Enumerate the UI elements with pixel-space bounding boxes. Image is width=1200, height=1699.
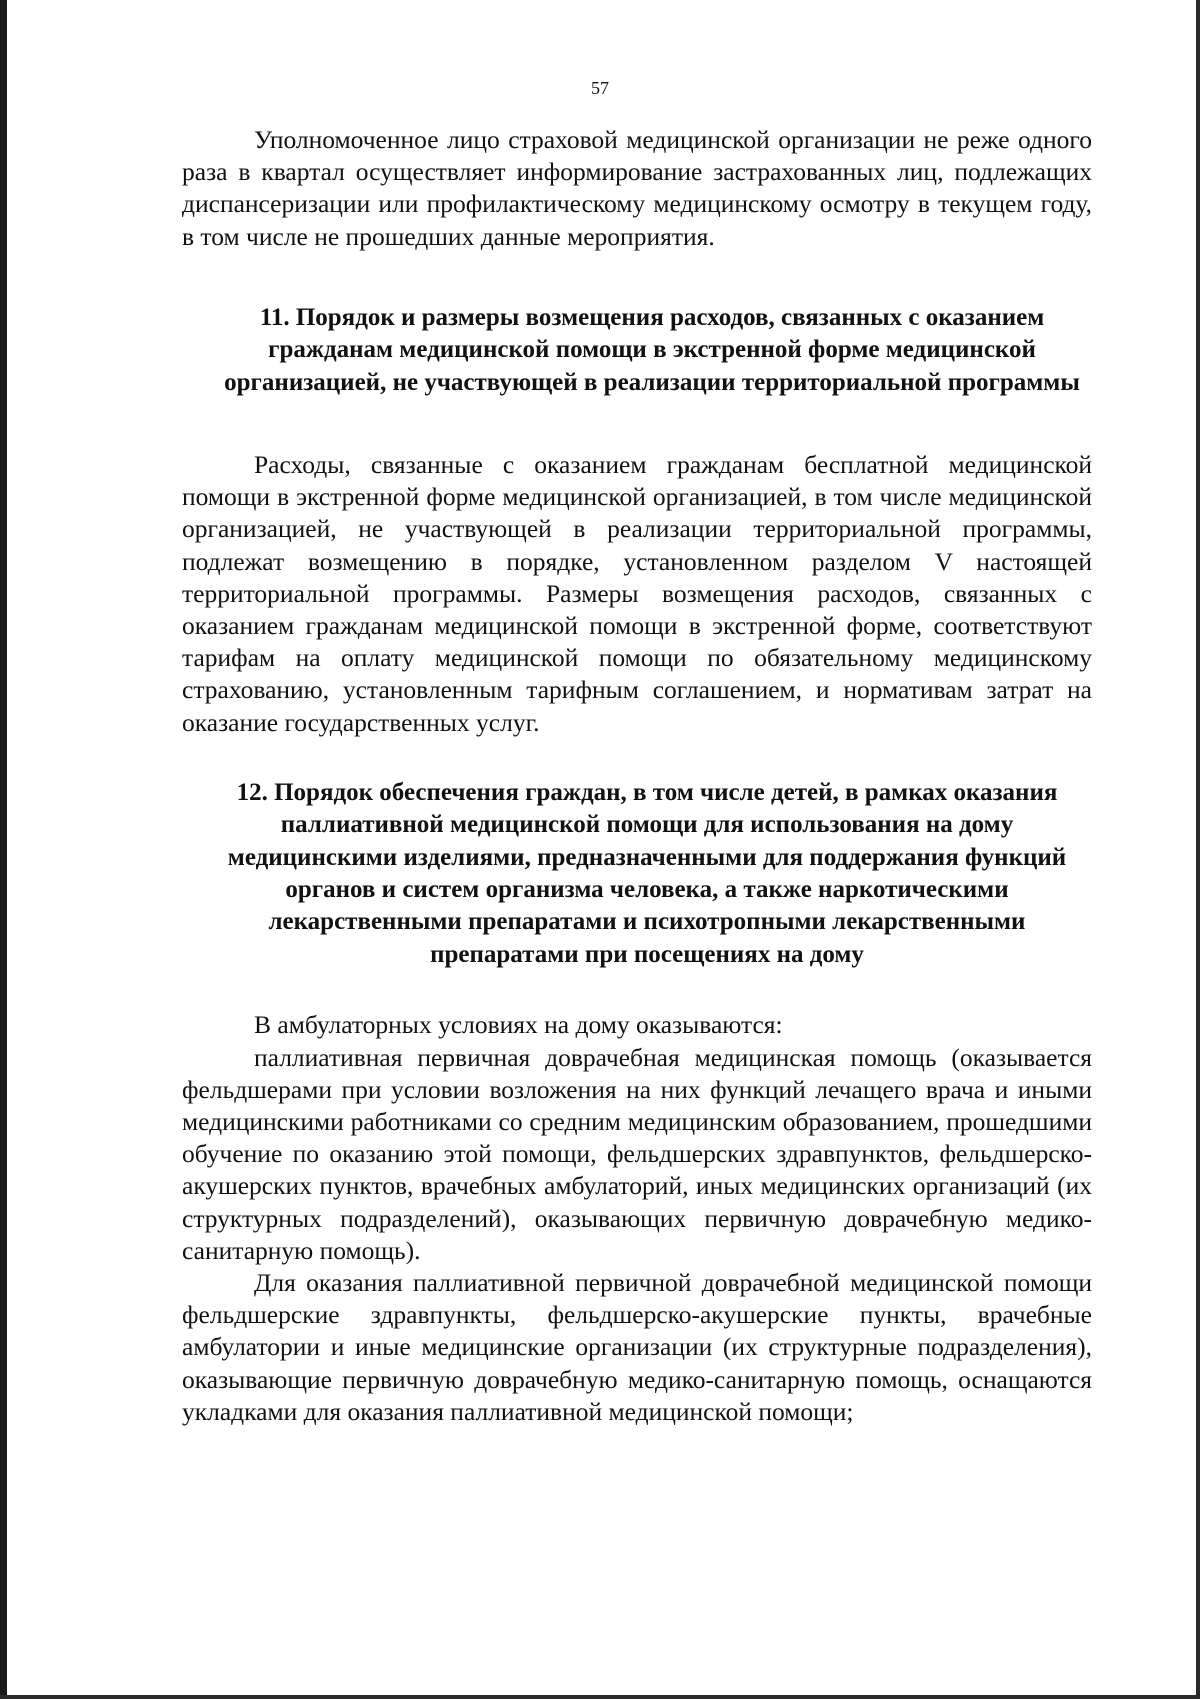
paragraph-palliative-kits: Для оказания паллиативной первичной доврачебной медицинской помощи фельдшерские здравпункты, фельдшерско-акушерские пункты, врачебные амбулатории и иные медицинские организации (их структурные подразделения), оказывающие первичную доврачебную медико-санитарную помощь, оснащаются укладками для оказания паллиативной медицинской помощи; [182, 1267, 1092, 1426]
scan-edge-bottom [0, 1695, 1200, 1699]
scan-edge-right [1196, 0, 1200, 1699]
paragraph-emergency-expenses: Расходы, связанные с оказанием гражданам бесплатной медицинской помощи в экстренной форме медицинской организацией, в том числе медицинской организацией, не участвующей в реализации территориальной программы, подлежат возмещению в порядке, установленном разделом V настоящей территориальной программы. Размеры возмещения расходов, связанных с оказанием гражданам медицинской помощи в экстренной форме, соответствуют тарифам на оплату медицинской помощи по обязательному медицинскому страхованию, установленным тарифным соглашением, и нормативам затрат на оказание государственных услуг. [182, 450, 1092, 737]
section-12-heading: 12. Порядок обеспечения граждан, в том числе детей, в рамках оказания паллиативной медицинской помощи для использования на дому медицинскими изделиями, предназначенными для поддержания функций органов и систем организма человека, а также наркотическими лекарственными препаратами и психотропными лекарственными препаратами при посещениях на дому [227, 778, 1067, 968]
page-number: 57 [591, 78, 609, 98]
paragraph-palliative-care-item: паллиативная первичная доврачебная медицинская помощь (оказывается фельдшерами при условии возложения на них функций лечащего врача и иными медицинскими работниками со средним медицинским образованием, прошедшими обучение по оказанию этой помощи, фельдшерских здравпунктов, фельдшерско-акушерских пунктов, врачебных амбулаторий, иных медицинских организаций (их структурных подразделений), оказывающих первичную доврачебную медико-санитарную помощь). [182, 1042, 1092, 1265]
document-body [182, 124, 1092, 1428]
paragraph-home-care-intro: В амбулаторных условиях на дому оказываются: [254, 1010, 783, 1040]
paragraph-insurance-notification: Уполномоченное лицо страховой медицинской организации не реже одного раза в квартал осуществляет информирование застрахованных лиц, подлежащих диспансеризации или профилактическому медицинскому осмотру в текущем году, в том числе не прошедших данные мероприятия. [182, 125, 1092, 251]
section-11-heading: 11. Порядок и размеры возмещения расходов, связанных с оказанием гражданам медицинской помощи в экстренной форме медицинской организацией, не участвующей в реализации территориальной программы [224, 303, 1080, 396]
scan-edge-left [0, 0, 7, 1699]
